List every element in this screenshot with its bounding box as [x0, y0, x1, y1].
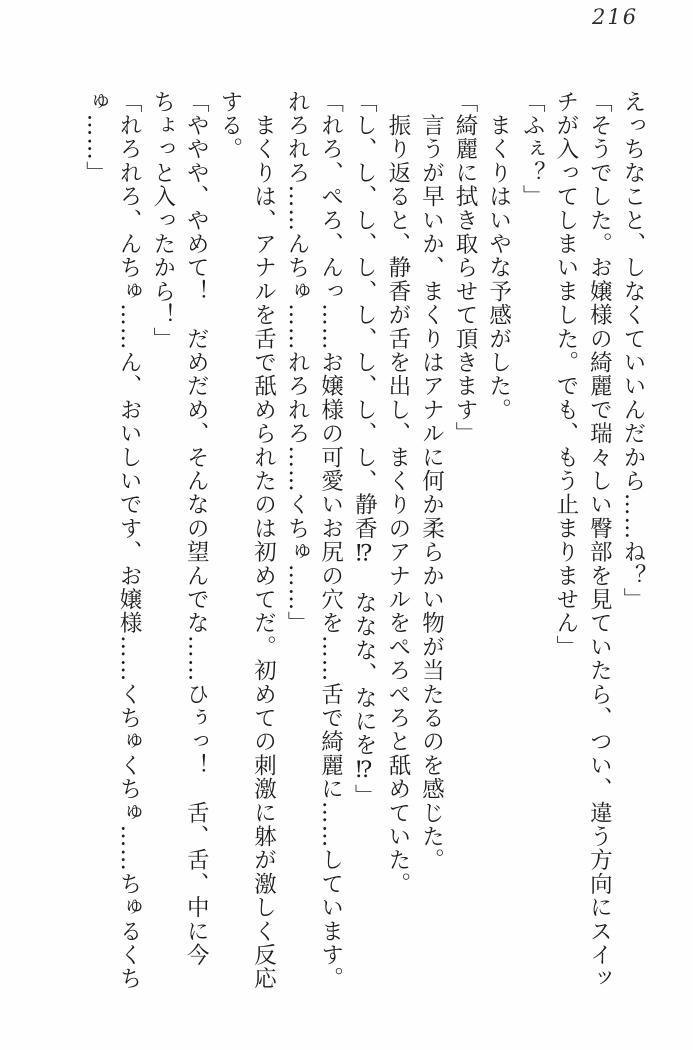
text-line: まくりは、アナルを舌で舐められたのは初めてだ。初めての刺激に躰が激しく反応	[250, 90, 277, 991]
text-line: 「そうでした。お嬢様の綺麗で瑞々しい臀部を見ていたら、つい、違う方向にスイッ	[586, 90, 613, 991]
text-line: れろれろ……んちゅ……れろれろ……くちゅ……」	[284, 90, 311, 636]
text-line: 「綺麗に拭き取らせて頂きます」	[452, 90, 479, 446]
text-line: する。	[216, 90, 243, 162]
text-line: 振り返ると、静香が舌を出し、まくりのアナルをぺろぺろと舐めていた。	[384, 90, 411, 896]
text-line: 「れろれろ、んちゅ……ん、おいしいです、お嬢様……くちゅくちゅ……ちゅるくち	[116, 90, 143, 991]
text-block	[78, 90, 649, 1005]
text-line: ゅ……」	[82, 90, 109, 185]
text-line: 「し、し、し、し、し、し、し、し、静香⁉ ななな、なにを⁉」	[351, 90, 378, 808]
text-line: 「ふぇ？」	[519, 90, 546, 209]
text-line: えっちなこと、しなくていいんだから……ね？」	[620, 90, 646, 612]
text-line: チが入ってしまいました。でも、もう止まりません」	[552, 90, 579, 659]
text-line: ちょっと入ったから！」	[149, 90, 176, 351]
text-line: 言うが早いか、まくりはアナルに何か柔らかい物が当たるのを感じた。	[418, 90, 445, 873]
text-line: まくりはいやな予感がした。	[485, 90, 512, 422]
text-line: 「れろ、ぺろ、んっ……お嬢様の可愛いお尻の穴を……舌で綺麗に……しています。	[317, 90, 344, 991]
text-line: 「ややや、やめて！ だめだめ、そんなの望んでな……ひぅっ！ 舌、舌、中に今	[183, 90, 210, 967]
page-number: 216	[592, 5, 639, 29]
